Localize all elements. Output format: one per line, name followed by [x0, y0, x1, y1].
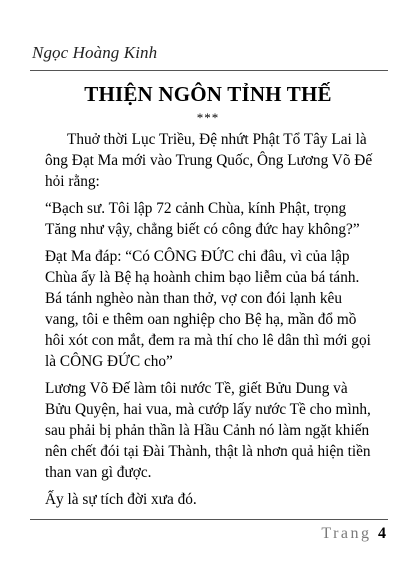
paragraph: Ấy là sự tích đời xưa đó. [45, 491, 197, 508]
page-label: Trang [321, 525, 372, 542]
paragraph: Thuở thời Lục Triều, Đệ nhứt Phật Tổ Tây Lai là ông Đạt Ma mới vào Trung Quốc, Ông Lương Võ Đế hỏi rằng: [45, 131, 373, 190]
section-title: THIỆN NGÔN TỈNH THẾ [84, 82, 332, 106]
title-separator: *** [196, 110, 220, 125]
running-header: Ngọc Hoàng Kinh [32, 43, 158, 62]
body-text [45, 129, 377, 516]
paragraph: Đạt Ma đáp: “Có CÔNG ĐỨC chi đâu, vì của lập Chùa ấy là Bệ hạ hoành chim bạo liễm của bá tánh. Bá tánh nghèo nàn than thở, vợ con đói lạnh kêu vang, tôi e thêm oan nghiệp cho Bệ hạ, mần đổ mồ hôi xót con mắt, đem ra mà thí cho lê dân thì mới gọi là CÔNG ĐỨC cho” [45, 248, 371, 370]
paragraph: “Bạch sư. Tôi lập 72 cảnh Chùa, kính Phật, trọng Tăng như vậy, chẳng biết có công đức hay không?” [45, 200, 360, 238]
page-number-value: 4 [378, 525, 386, 542]
footer-divider [30, 519, 388, 520]
header-divider [30, 70, 388, 71]
paragraph: Lương Võ Đế làm tôi nước Tề, giết Bửu Dung và Bửu Quyện, hai vua, mà cướp lấy nước Tề cho mình, sau phải bị phản thần là Hầu Cảnh nó làm ngặt khiến nên chết đói tại Đài Thành, thật là nhơn quả hiện tiền than van gì được. [45, 380, 371, 481]
page-number [321, 525, 386, 543]
